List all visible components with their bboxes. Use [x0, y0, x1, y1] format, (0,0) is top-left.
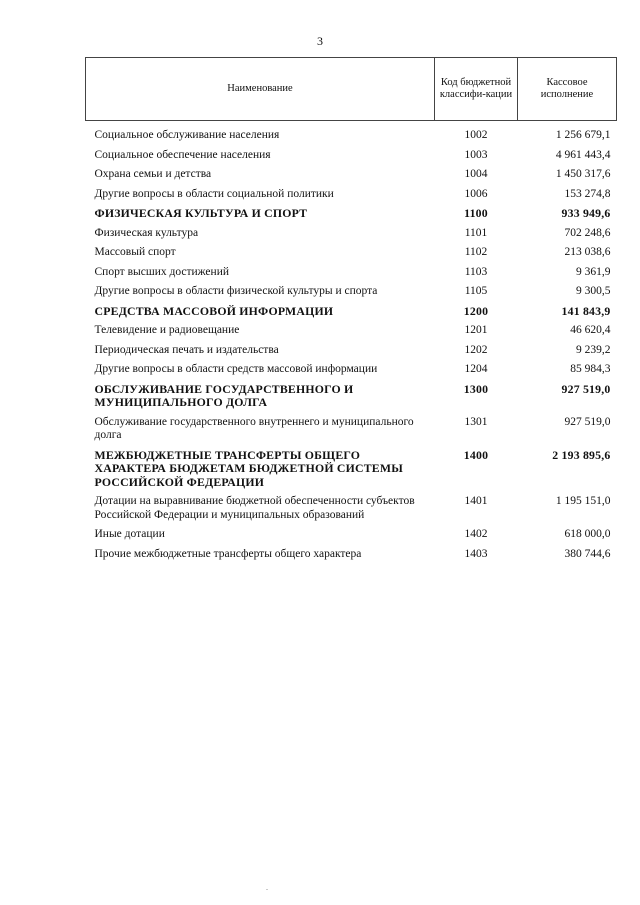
- table-row: [86, 360, 617, 380]
- row-name: Прочие межбюджетные трансферты общего характера: [94, 547, 362, 560]
- row-name: Другие вопросы в области социальной политики: [94, 187, 334, 200]
- row-amount: 153 274,8: [564, 187, 611, 200]
- table-row: [86, 146, 617, 166]
- row-name: Охрана семьи и детства: [94, 168, 212, 180]
- row-name: Другие вопросы в области средств массовой информации: [94, 363, 378, 375]
- section-row: [86, 302, 617, 322]
- row-code: 1100: [464, 206, 488, 220]
- row-amount: 9 239,2: [576, 343, 611, 356]
- row-amount: 4 961 443,4: [555, 148, 611, 161]
- row-code: 1200: [463, 303, 489, 318]
- table-header-row: [86, 58, 617, 121]
- row-code: 1102: [464, 246, 488, 258]
- header-code: Код бюджетной классифи-кации: [435, 58, 518, 121]
- header-name: Наименование: [86, 58, 435, 121]
- row-name: Физическая культура: [94, 226, 199, 239]
- row-code: 1403: [464, 547, 488, 560]
- table-row: [86, 121, 617, 146]
- row-amount: 2 193 895,6: [552, 447, 611, 462]
- row-amount: 380 744,6: [564, 547, 611, 560]
- row-code: 1103: [464, 265, 488, 278]
- row-amount: 1 256 679,1: [555, 129, 611, 141]
- row-code: 1006: [464, 187, 488, 200]
- row-code: 1401: [464, 495, 488, 507]
- table-row: [86, 282, 617, 302]
- row-code: 1402: [464, 528, 488, 540]
- section-row: [86, 204, 617, 224]
- row-name: Социальное обслуживание населения: [94, 129, 280, 141]
- table-row: [86, 224, 617, 244]
- row-code: 1300: [463, 381, 489, 396]
- row-name: Телевидение и радиовещание: [94, 324, 240, 336]
- row-code: 1002: [464, 129, 488, 141]
- row-name: Периодическая печать и издательства: [94, 343, 279, 356]
- header-amount: Кассовое исполнение: [518, 58, 617, 121]
- page-number: 3: [317, 34, 323, 48]
- table-row: [86, 165, 617, 185]
- table-row: [86, 341, 617, 361]
- row-name: ФИЗИЧЕСКАЯ КУЛЬТУРА И СПОРТ: [94, 206, 308, 220]
- row-code: 1003: [464, 148, 488, 161]
- row-amount: 1 450 317,6: [555, 168, 611, 180]
- row-amount: 213 038,6: [564, 246, 611, 258]
- row-code: 1400: [463, 447, 489, 462]
- row-amount: 933 949,6: [561, 206, 611, 220]
- row-code: 1105: [464, 285, 488, 297]
- row-name: Спорт высших достижений: [94, 265, 230, 278]
- row-name: СРЕДСТВА МАССОВОЙ ИНФОРМАЦИИ: [94, 303, 334, 318]
- row-code: 1101: [464, 226, 488, 239]
- row-name: ОБСЛУЖИВАНИЕ ГОСУДАРСТВЕННОГО И МУНИЦИПАЛЬНОГО ДОЛГА: [94, 381, 354, 409]
- row-code: 1202: [464, 343, 488, 356]
- budget-execution-table: [85, 57, 617, 564]
- row-amount: 46 620,4: [570, 324, 611, 336]
- row-code: 1201: [464, 324, 488, 336]
- table-row: [86, 492, 617, 525]
- row-amount: 927 519,0: [564, 415, 611, 428]
- row-amount: 618 000,0: [564, 528, 611, 540]
- section-row: [86, 380, 617, 413]
- row-name: Массовый спорт: [94, 246, 176, 258]
- row-amount: 702 248,6: [564, 226, 611, 239]
- table-row: [86, 185, 617, 205]
- row-amount: 141 843,9: [561, 303, 611, 318]
- table-row: [86, 525, 617, 545]
- row-name: Другие вопросы в области физической культуры и спорта: [94, 285, 378, 297]
- table-row: [86, 263, 617, 283]
- row-amount: 1 195 151,0: [555, 495, 611, 507]
- row-code: 1004: [464, 168, 488, 180]
- row-amount: 9 361,9: [576, 265, 611, 278]
- row-name: Обслуживание государственного внутреннего и муниципального долга: [94, 415, 414, 441]
- row-name: МЕЖБЮДЖЕТНЫЕ ТРАНСФЕРТЫ ОБЩЕГО ХАРАКТЕРА БЮДЖЕТАМ БЮДЖЕТНОЙ СИСТЕМЫ РОССИЙСКОЙ ФЕДЕРАЦИИ: [94, 447, 403, 489]
- row-name: Дотации на выравнивание бюджетной обеспеченности субъектов Российской Федерации и муниципальных образований: [94, 495, 415, 521]
- row-name: Иные дотации: [94, 528, 165, 540]
- table-body: [86, 121, 617, 565]
- scan-mark: .: [266, 883, 268, 892]
- row-amount: 85 984,3: [570, 363, 611, 375]
- table-row: [86, 321, 617, 341]
- row-code: 1204: [464, 363, 488, 375]
- row-code: 1301: [464, 415, 488, 428]
- table-row: [86, 545, 617, 565]
- row-amount: 927 519,0: [561, 381, 611, 396]
- table-row: [86, 413, 617, 446]
- row-name: Социальное обеспечение населения: [94, 148, 271, 161]
- table-row: [86, 243, 617, 263]
- section-row: [86, 446, 617, 493]
- row-amount: 9 300,5: [576, 285, 611, 297]
